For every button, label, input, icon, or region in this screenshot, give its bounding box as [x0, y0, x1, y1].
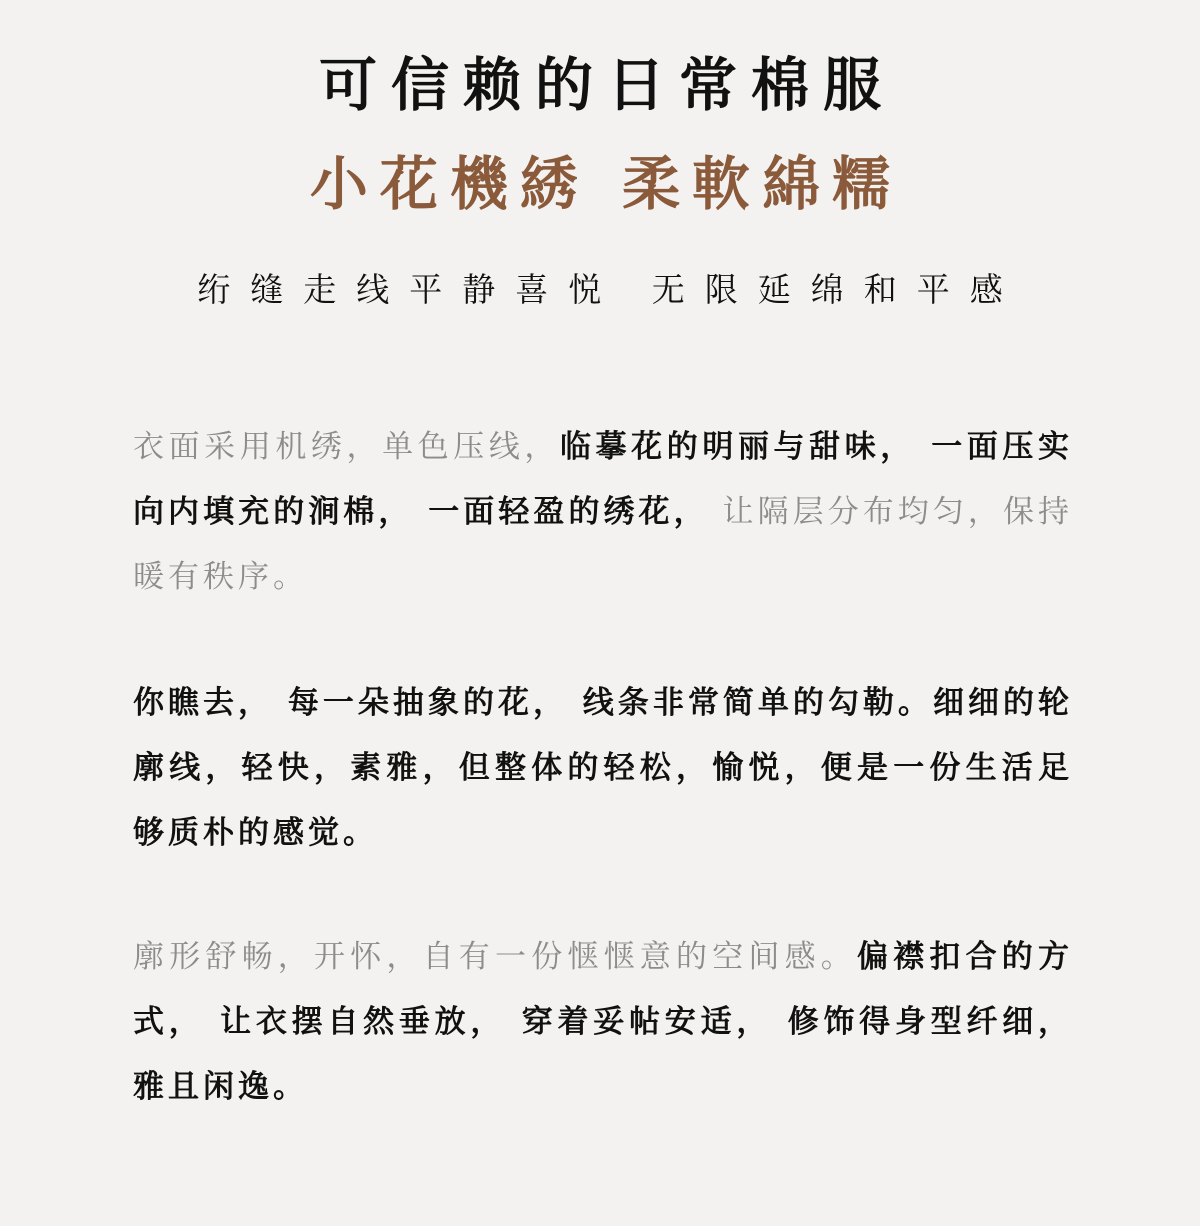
paragraph-text-strong: 临摹花的明丽与甜味， 一面压实向内填充的涧棉， 一面轻盈的绣花，	[133, 429, 1073, 530]
paragraph-text-muted: 让隔层分布均匀，保持暖有秩序。	[133, 494, 1073, 595]
paragraph-text-muted: 廓形舒畅，开怀，自有一份惬惬意的空间感。	[133, 939, 857, 975]
paragraph-flower-lines	[133, 671, 1073, 866]
page-title: 可信赖的日常棉服	[318, 51, 895, 119]
paragraph-silhouette	[133, 925, 1073, 1120]
page-subtitle: 小花機綉 柔軟綿糯	[309, 150, 903, 218]
paragraph-text-strong: 你瞧去， 每一朵抽象的花， 线条非常简单的勾勒。细细的轮廓线，轻快，素雅，但整体的轻松，愉悦，便是一份生活足够质朴的感觉。	[133, 685, 1073, 851]
tagline: 绗缝走线平静喜悦 无限延绵和平感	[197, 270, 1023, 309]
paragraph-text-muted: 衣面采用机绣，单色压线，	[133, 429, 561, 465]
paragraph-embroidery	[133, 415, 1073, 610]
paragraph-text-strong: 偏襟扣合的方式， 让衣摆自然垂放， 穿着妥帖安适， 修饰得身型纤细， 雅且闲逸。	[133, 939, 1073, 1105]
